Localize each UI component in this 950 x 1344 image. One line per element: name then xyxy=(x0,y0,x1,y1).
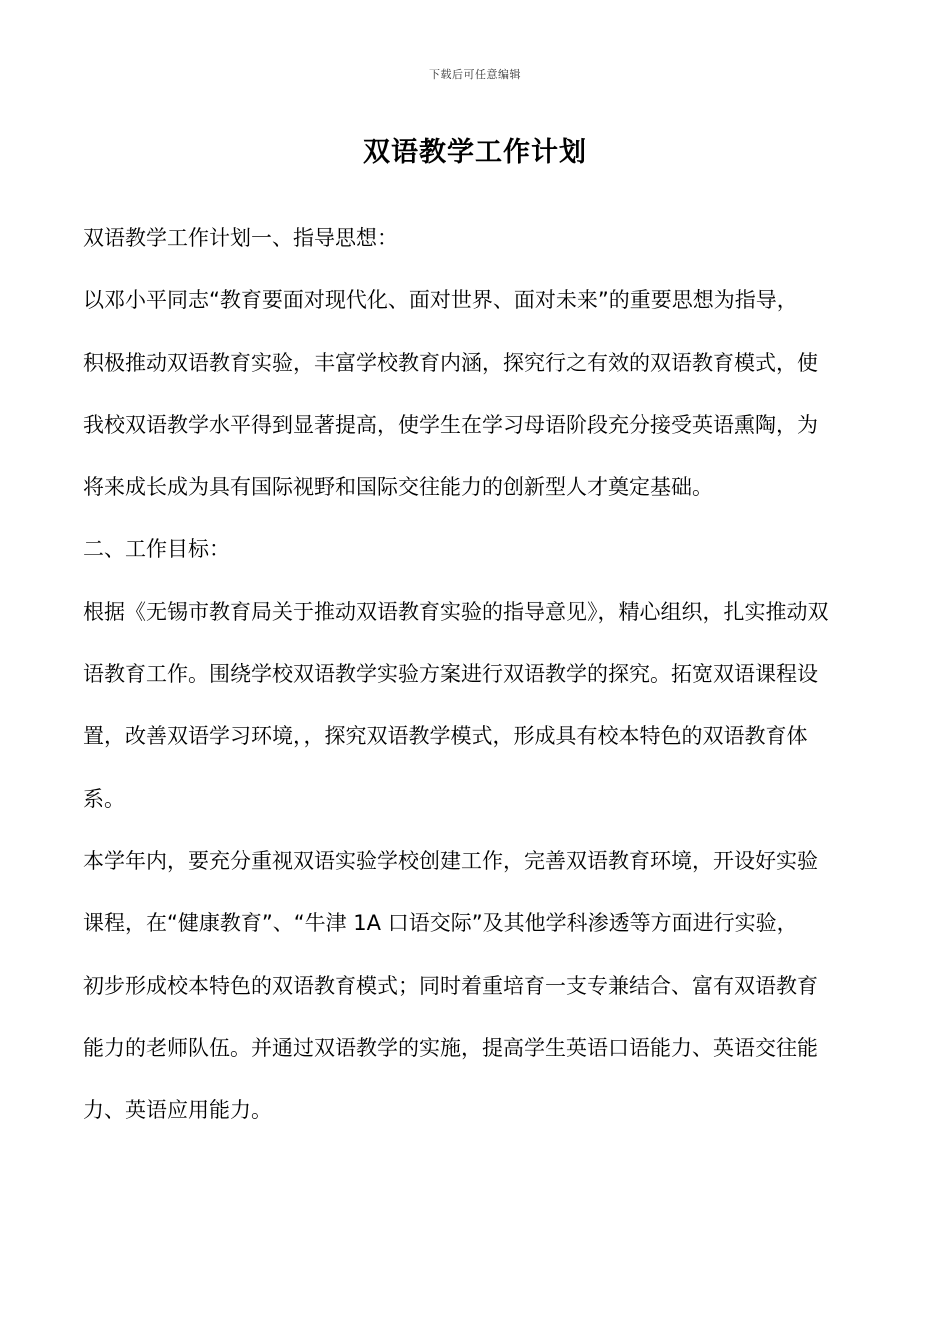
document-title: 双语教学工作计划 xyxy=(363,137,587,168)
header-note: 下载后可任意编辑 xyxy=(429,68,521,81)
paragraph-line: 将来成长成为具有国际视野和国际交往能力的创新型人才奠定基础。 xyxy=(83,475,713,500)
document-body xyxy=(83,222,878,1156)
paragraph-line: 我校双语教学水平得到显著提高，使学生在学习母语阶段充分接受英语熏陶，为 xyxy=(83,412,818,437)
paragraph-line: 系。 xyxy=(83,786,125,811)
paragraph-line: 初步形成校本特色的双语教育模式；同时着重培育一支专兼结合、富有双语教育 xyxy=(83,973,818,998)
paragraph-line: 置，改善双语学习环境，，探究双语教学模式，形成具有校本特色的双语教育体 xyxy=(83,724,808,749)
paragraph-line: 根据《无锡市教育局关于推动双语教育实验的指导意见》，精心组织，扎实推动双 xyxy=(83,599,829,624)
paragraph-line: 课程，在“健康教育”、“牛津 1A 口语交际”及其他学科渗透等方面进行实验， xyxy=(83,911,798,936)
paragraph-line: 以邓小平同志“教育要面对现代化、面对世界、面对未来”的重要思想为指导， xyxy=(83,288,798,313)
paragraph-line: 本学年内，要充分重视双语实验学校创建工作，完善双语教育环境，开设好实验 xyxy=(83,848,818,873)
section-heading-work-goals: 二、工作目标： xyxy=(83,537,230,562)
paragraph-line: 积极推动双语教育实验，丰富学校教育内涵，探究行之有效的双语教育模式，使 xyxy=(83,350,818,375)
paragraph-line: 语教育工作。围绕学校双语教学实验方案进行双语教学的探究。拓宽双语课程设 xyxy=(83,662,818,687)
section-heading-guiding-ideology: 双语教学工作计划一、指导思想： xyxy=(83,226,398,250)
paragraph-line: 能力的老师队伍。并通过双语教学的实施，提高学生英语口语能力、英语交往能 xyxy=(83,1035,818,1060)
paragraph-line: 力、英语应用能力。 xyxy=(83,1098,272,1123)
